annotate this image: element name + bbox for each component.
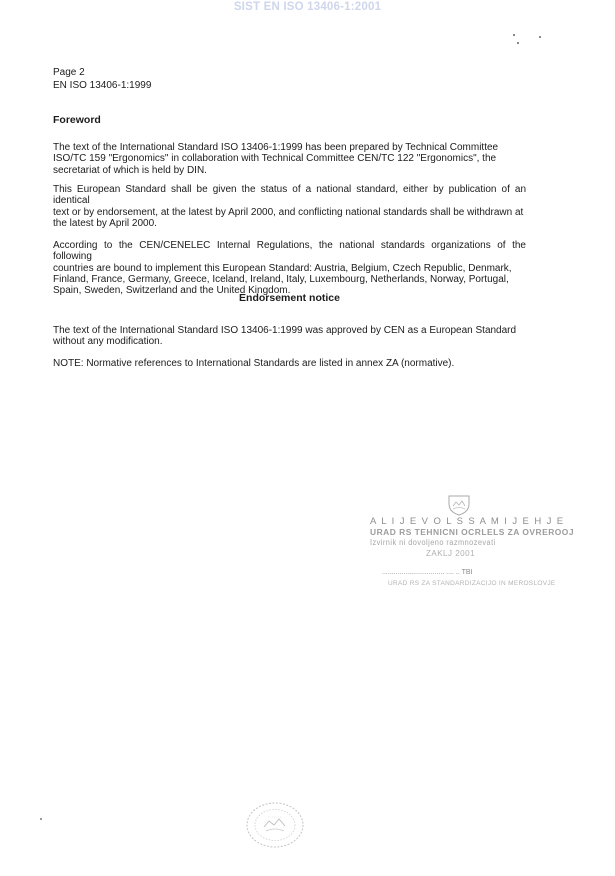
note-paragraph	[53, 358, 526, 369]
foreword-paragraph-1	[53, 142, 526, 176]
foreword-paragraph-3	[53, 240, 526, 296]
scan-speck	[40, 818, 42, 820]
text-line: NOTE: Normative references to International Standards are listed in annex ZA (normative).	[53, 358, 455, 369]
office-stamp	[370, 494, 575, 594]
stamp-line: ................................ .... .. TBI	[382, 569, 473, 576]
page-header	[53, 66, 151, 92]
endorsement-heading: Endorsement notice	[239, 292, 340, 304]
text-line: The text of the International Standard ISO 13406-1:1999 was approved by CEN as a European Standard	[53, 325, 517, 336]
text-line: Spain, Sweden, Switzerland and the United Kingdom.	[53, 285, 291, 297]
text-line: the latest by April 2000.	[53, 217, 157, 229]
page-number: Page 2	[53, 67, 85, 78]
endorsement-paragraph	[53, 325, 526, 348]
stamp-line: ZAKLJ 2001	[426, 549, 476, 558]
stamp-line: A L I J E V O L S S A M I J E H J E	[370, 516, 565, 527]
text-line: secretariat of which is held by DIN.	[53, 164, 207, 176]
stamp-line: Izvirnik ni dovoljeno razmnozevati	[370, 538, 496, 547]
text-line: without any modification.	[53, 336, 163, 348]
watermark: SIST EN ISO 13406-1:2001	[233, 1, 382, 13]
scan-marks	[513, 34, 553, 48]
foreword-heading: Foreword	[53, 114, 101, 126]
round-seal-icon	[244, 800, 306, 850]
stamp-line: URAD RS TEHNICNI OCRLELS ZA OVREROOJ	[370, 527, 575, 537]
text-line: countries are bound to implement this European Standard: Austria, Belgium, Czech Republic, Denmark,	[53, 262, 512, 274]
text-line: The text of the International Standard ISO 13406-1:1999 has been prepared by Technical Committee	[53, 142, 499, 153]
coat-of-arms-icon	[446, 494, 472, 516]
text-line: This European Standard shall be given the status of a national standard, either by publication of an identical	[53, 184, 526, 207]
standard-reference: EN ISO 13406-1:1999	[53, 80, 152, 91]
foreword-paragraph-2	[53, 184, 526, 229]
text-line: text or by endorsement, at the latest by April 2000, and conflicting national standards shall be withdrawn at	[53, 206, 524, 218]
text-line: ISO/TC 159 "Ergonomics" in collaboration with Technical Committee CEN/TC 122 "Ergonomics", the	[53, 153, 497, 165]
text-line: Finland, France, Germany, Greece, Iceland, Ireland, Italy, Luxembourg, Netherlands, Norway, Portugal,	[53, 273, 509, 285]
stamp-line: URAD RS ZA STANDARDIZACIJO IN MEROSLOVJE	[388, 580, 556, 587]
text-line: According to the CEN/CENELEC Internal Regulations, the national standards organizations of the following	[53, 240, 526, 263]
